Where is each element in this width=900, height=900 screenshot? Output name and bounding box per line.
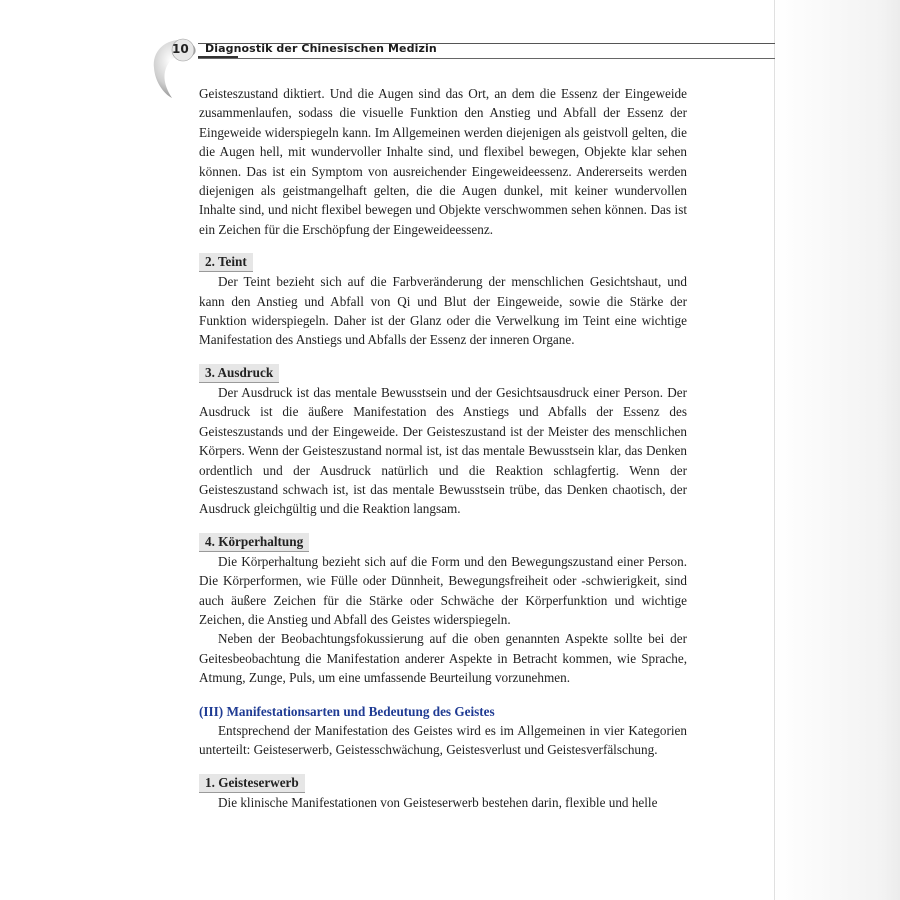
subheading-geisteserwerb: 1. Geisteserwerb [199, 774, 305, 793]
section-heading-iii: (III) Manifestationsarten und Bedeutung des Geistes [199, 703, 495, 719]
running-title: Diagnostik der Chinesischen Medizin [205, 42, 437, 55]
header-rule-bottom [198, 58, 775, 59]
page-body [199, 84, 687, 812]
subheading-teint: 2. Teint [199, 253, 253, 272]
page-number: 10 [172, 42, 189, 56]
page-edge-line [774, 0, 775, 900]
subheading-koerperhaltung: 4. Körperhaltung [199, 533, 309, 552]
page-edge-shadow [772, 0, 900, 900]
subheading-ausdruck: 3. Ausdruck [199, 364, 279, 383]
geisteserwerb-paragraph: Die klinische Manifestationen von Geisteserwerb bestehen darin, flexible und helle [218, 794, 658, 810]
beobachtung-paragraph: Neben der Beobachtungsfokussierung auf die oben genannten Aspekte sollte bei der Geitesbeobachtung die Manifestation anderer Aspekte in Betracht kommen, wie Sprache, Atmung, Zunge, Puls, um eine umfassende Beurteilung vorzunehmen. [199, 631, 687, 686]
section-iii-paragraph: Entsprechend der Manifestation des Geistes wird es im Allgemeinen in vier Kategorien unterteilt: Geisteserwerb, Geistesschwächung, Geistesverlust und Geistesverfälschung. [199, 722, 687, 758]
page-header [150, 38, 775, 78]
intro-paragraph: Geisteszustand diktiert. Und die Augen sind das Ort, an dem die Essenz der Eingeweide zusammenlaufen, sodass die visuelle Funktion den Anstieg und Abfall der Essenz der Eingeweide widerspiegeln kann. Im Allgemeinen werden diejenigen als geistvoll gelten, die die Augen hell, mit wundervoller Inhalte sind, und flexibel bewegen, Objekte klar sehen können. Das ist ein Symptom von ausreichender Eingeweideessenz. Andererseits werden diejenigen als geistmangelhaft gelten, die die Augen dunkel, mit keiner wundervollen Inhalte sind, und nicht flexibel bewegen und Objekte verschwommen sehen können. Das ist ein Zeichen für die Erschöpfung der Eingeweideessenz. [199, 86, 687, 237]
koerperhaltung-paragraph: Die Körperhaltung bezieht sich auf die Form und den Bewegungszustand einer Person. Die Körperformen, wie Fülle oder Dünnheit, Bewegungsfreiheit oder -schwierigkeit, sind auch äußere Zeichen für die Stärke oder Schwäche der Körperfunktion und wichtige Zeichen, die Anstieg und Abfall des Geistes widerspiegeln. [199, 553, 687, 627]
ausdruck-paragraph: Der Ausdruck ist das mentale Bewusstsein und der Gesichtsausdruck einer Person. Der Ausdruck ist die äußere Manifestation des Anstiegs und Abfalls der Essenz des Geisteszustands und der Eingeweide. Der Geisteszustand ist der Meister des menschlichen Körpers. Wenn der Geisteszustand normal ist, ist das mentale Bewusstsein klar, das Denken ordentlich und der Ausdruck natürlich und die Reaktion schlagfertig. Wenn der Geisteszustand schwach ist, ist das mentale Bewusstsein trübe, das Denken chaotisch, der Ausdruck gleichgültig und die Reaktion langsam. [199, 384, 687, 517]
teint-paragraph: Der Teint bezieht sich auf die Farbveränderung der menschlichen Gesichtshaut, und kann den Anstieg und Abfall von Qi und Blut der Eingeweide, sowie die Stärke der Funktion widerspiegeln. Daher ist der Glanz oder die Verwelkung im Teint eine wichtige Manifestation des Anstiegs und Abfalls der Essenz der inneren Organe. [199, 274, 687, 348]
